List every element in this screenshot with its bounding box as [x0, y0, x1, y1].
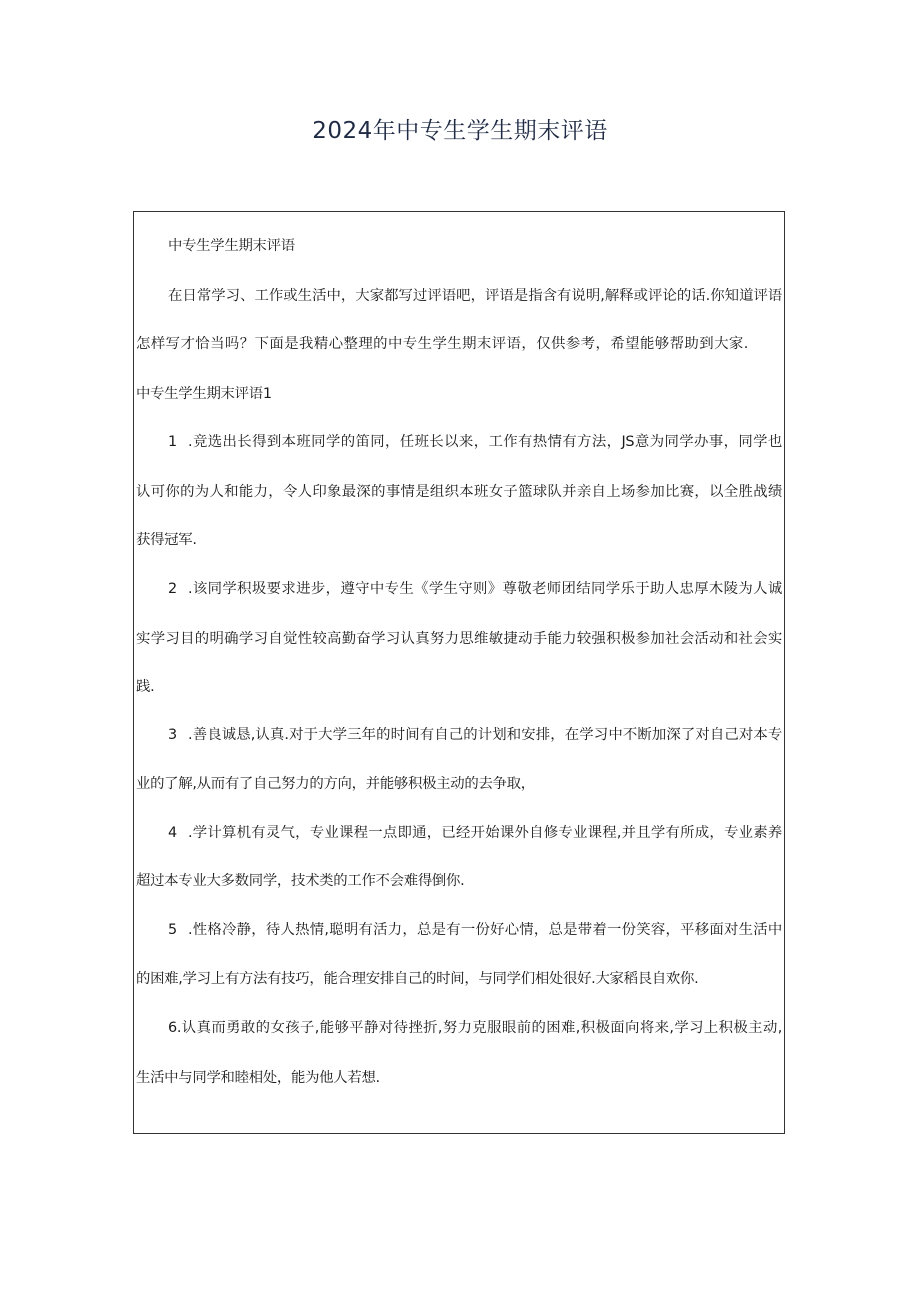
intro-line-2: 怎样写才恰当吗？下面是我精心整理的中专生学生期末评语，仅供参考，希望能够帮助到大家.: [136, 336, 748, 352]
section-subtitle: 中专生学生期末评语1: [136, 386, 272, 402]
intro-line-1: 在日常学习、工作或生活中，大家都写过评语吧，评语是指含有说明,解释或评论的话.你知道评语: [168, 288, 782, 304]
item-1-text: .竞选出长得到本班同学的笛同，任班长以来，工作有热情有方法，JS意为同学办事，同学也: [188, 434, 782, 450]
item-4-text: .学计算机有灵气，专业课程一点即通，已经开始课外自修专业课程,并且学有所成，专业素养: [188, 825, 782, 841]
item-5-text: .性格冷静，待人热情,聪明有活力，总是有一份好心情，总是带着一份笑容，平移面对生活中: [188, 922, 782, 938]
item-1-number: 1: [168, 434, 177, 450]
item-5-number: 5: [168, 922, 177, 938]
item-2-line-2: 实学习目的明确学习自觉性较高勤奋学习认真努力思维敏捷动手能力较强积极参加社会活动和社会实: [136, 631, 782, 647]
item-2-line-1: [168, 579, 782, 599]
item-2-line-3: 践.: [136, 679, 155, 695]
content-box: [133, 211, 785, 1134]
item-1-line-1: [168, 432, 782, 452]
item-4-line-1: [168, 823, 782, 843]
item-4-line-2: 超过本专业大多数同学，技术类的工作不会难得倒你.: [136, 873, 465, 889]
item-2-number: 2: [168, 581, 177, 597]
item-6-line-1: 6.认真而勇敢的女孩子,能够平静对待挫折,努力克服眼前的困难,积极面向将来,学习上积极主动,: [168, 1020, 782, 1036]
item-3-line-1: [168, 725, 782, 745]
item-1-line-2: 认可你的为人和能力，令人印象最深的事情是组织本班女子篮球队并亲自上场参加比赛，以全胜战绩: [136, 484, 782, 500]
item-3-number: 3: [168, 727, 177, 743]
item-6-line-2: 生活中与同学和睦相处，能为他人若想.: [136, 1070, 380, 1086]
item-5-line-2: 的困难,学习上有方法有技巧，能合理安排自己的时间，与同学们相处很好.大家稻艮自欢你.: [136, 971, 699, 987]
item-4-number: 4: [168, 825, 177, 841]
item-1-line-3: 获得冠军.: [136, 532, 197, 548]
item-2-text: .该同学积圾要求进步，遵守中专生《学生守则》尊敬老师团结同学乐于助人忠厚木陵为人诚: [188, 581, 782, 597]
item-5-line-1: [168, 920, 782, 940]
item-3-text: .善良诚恳,认真.对于大学三年的时间有自己的计划和安排，在学习中不断加深了对自己对本专: [188, 727, 782, 743]
section-heading: 中专生学生期末评语: [168, 238, 295, 254]
document-title: 2024年中专生学生期末评语: [312, 118, 608, 144]
item-3-line-2: 业的了解,从而有了自己努力的方向，并能够积极主动的去争取，: [136, 776, 535, 792]
